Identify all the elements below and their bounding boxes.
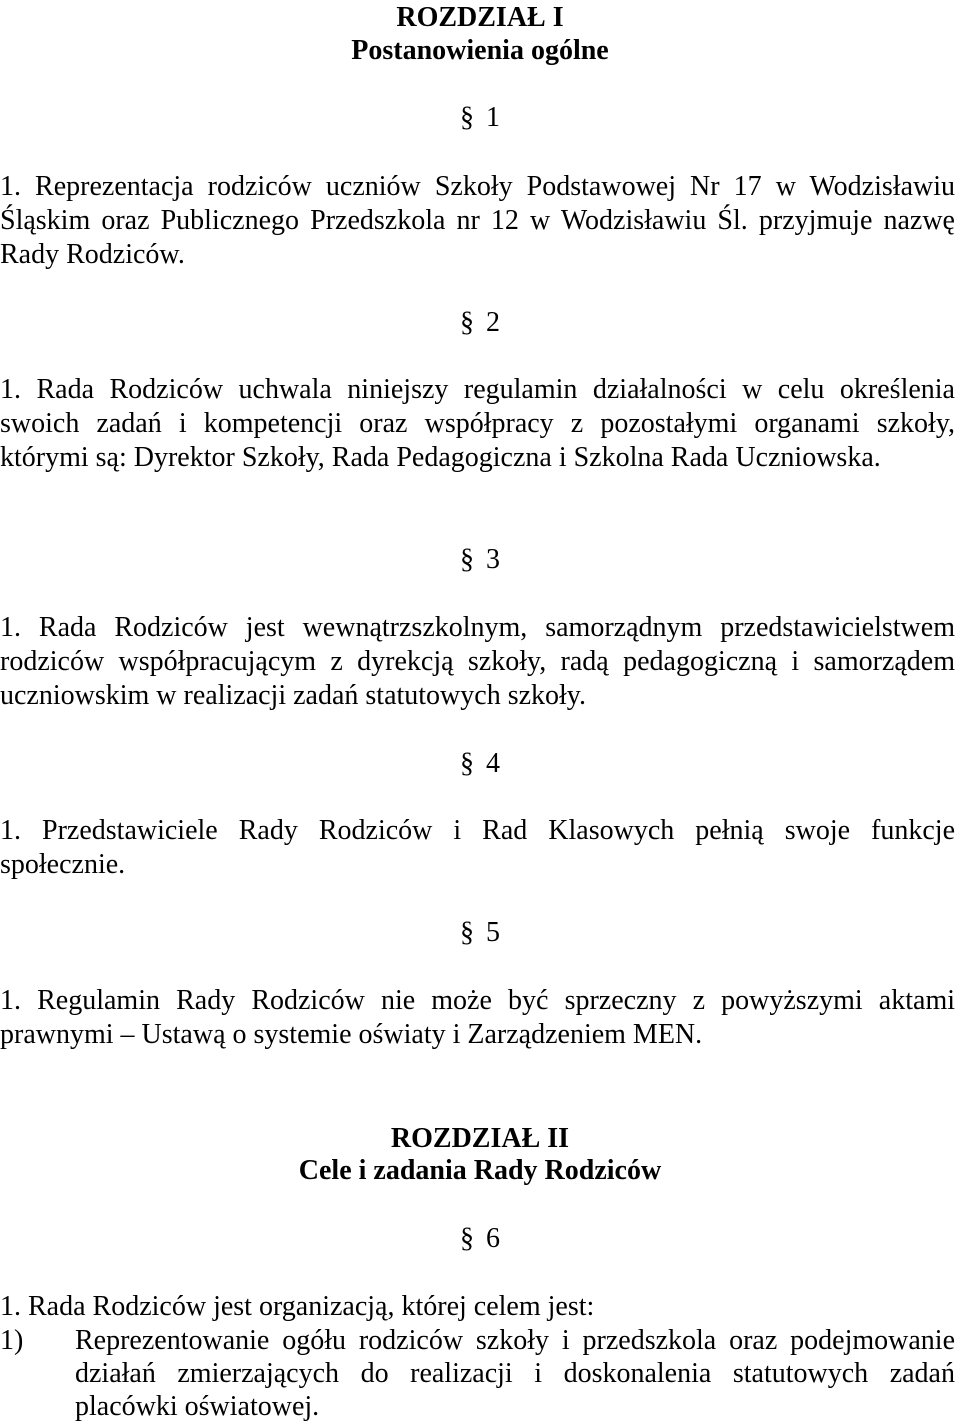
chapter-heading: ROZDZIAŁ I — [396, 2, 564, 33]
section-number: 3 — [486, 544, 500, 575]
section-mark-5 — [0, 916, 960, 949]
section-6-paragraph: 1. Rada Rodziców jest organizacją, której celem jest: — [0, 1291, 595, 1322]
section-symbol: § — [460, 1223, 474, 1254]
chapter-subheading: Postanowienia ogólne — [351, 35, 609, 66]
section-4-paragraph: 1. Przedstawiciele Rady Rodziców i Rad Klasowych pełnią swoje funkcje społecznie. — [0, 815, 955, 880]
section-number: 2 — [486, 307, 500, 338]
section-symbol: § — [460, 307, 474, 338]
section-mark-1 — [0, 101, 960, 134]
list-item-number: 1) — [0, 1325, 24, 1356]
section-5-paragraph: 1. Regulamin Rady Rodziców nie może być sprzeczny z powyższymi aktami prawnymi – Ustawą o systemie oświaty i Zarządzeniem MEN. — [0, 985, 955, 1050]
section-number: 6 — [486, 1223, 500, 1254]
section-symbol: § — [460, 544, 474, 575]
section-1-paragraph: 1. Reprezentacja rodziców uczniów Szkoły Podstawowej Nr 17 w Wodzisławiu Śląskim oraz Publicznego Przedszkola nr 12 w Wodzisławiu Śl. przyjmuje nazwę Rady Rodziców. — [0, 171, 955, 270]
list-item — [0, 1324, 955, 1423]
section-symbol: § — [460, 917, 474, 948]
section-number: 1 — [486, 102, 500, 133]
section-mark-2 — [0, 306, 960, 339]
section-number: 4 — [486, 748, 500, 779]
section-symbol: § — [460, 102, 474, 133]
section-mark-3 — [0, 543, 960, 576]
list-item-text: Reprezentowanie ogółu rodziców szkoły i przedszkola oraz podejmowanie działań zmierzających do realizacji i doskonalenia statutowych zadań placówki oświatowej. — [75, 1325, 955, 1422]
section-mark-4 — [0, 747, 960, 780]
section-mark-6 — [0, 1222, 960, 1255]
chapter-heading: ROZDZIAŁ II — [390, 1123, 570, 1154]
section-3-paragraph: 1. Rada Rodziców jest wewnątrzszkolnym, samorządnym przedstawicielstwem rodziców współpracującym z dyrekcją szkoły, radą pedagogiczną i samorządem uczniowskim w realizacji zadań statutowych szkoły. — [0, 612, 955, 711]
section-number: 5 — [486, 917, 500, 948]
section-symbol: § — [460, 748, 474, 779]
section-2-paragraph: 1. Rada Rodziców uchwala niniejszy regulamin działalności w celu określenia swoich zadań i kompetencji oraz współpracy z pozostałymi organami szkoły, którymi są: Dyrektor Szkoły, Rada Pedagogiczna i Szkolna Rada Uczniowska. — [0, 374, 955, 473]
chapter-subheading: Cele i zadania Rady Rodziców — [298, 1155, 662, 1186]
